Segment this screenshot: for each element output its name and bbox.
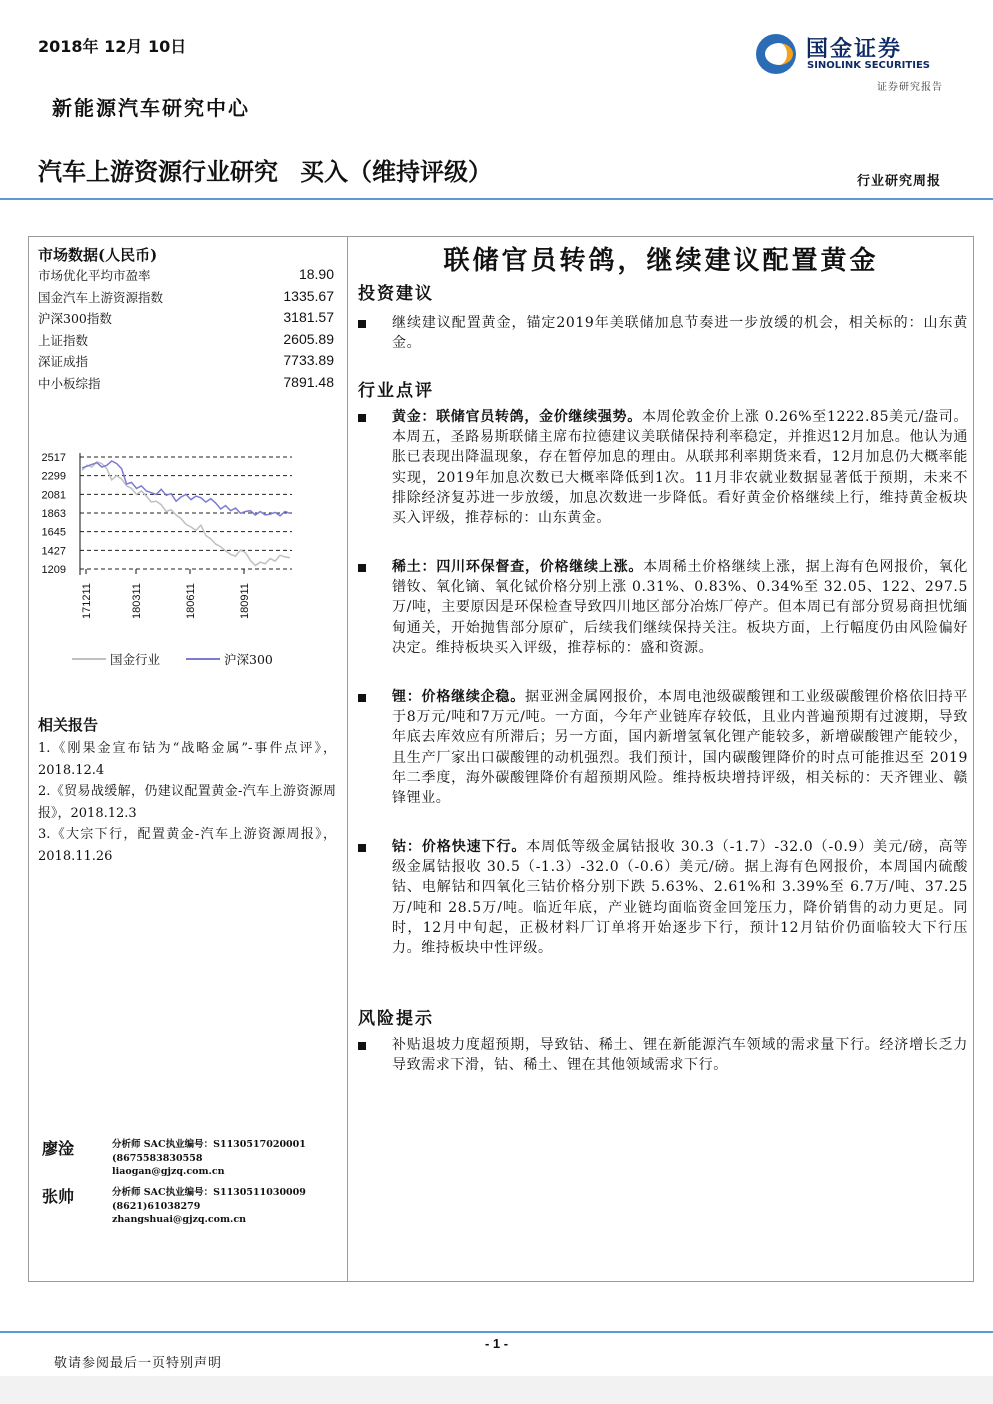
section-title-risk: 风险提示 xyxy=(358,1009,434,1029)
bullet-item xyxy=(356,313,968,353)
bullet-text xyxy=(392,837,968,958)
logo-en-text: SINOLINK SECURITIES xyxy=(807,60,930,71)
bullet-text xyxy=(392,557,968,658)
logo-cn-text: 国金证券 xyxy=(806,37,903,62)
legend-swatch xyxy=(72,658,106,660)
report-type: 行业研究周报 xyxy=(856,174,941,189)
headline: 联储官员转鸽，继续建议配置黄金 xyxy=(443,246,879,276)
market-label: 中小板综指 xyxy=(38,375,101,391)
bullet-body: 本周伦敦金价上涨 0.26%至1222.85美元/盎司。本周五，圣路易斯联储主席布拉德建议美联储保持利率稳定，并推迟12月加息。他认为通胀已表现出降温现象，存在暂停加息的理由。从联邦利率期货来看，12月加息仍大概率能实现，2019年加息次数已大概率降低到1次。11月非农就业数据显著低于预期，未来不排除经济复苏进一步放缓，加息次数进一步降低。看好黄金价格继续上行，维持黄金板块买入评级，推荐标的：山东黄金。 xyxy=(392,409,968,527)
related-report-link[interactable]: 2.《贸易战缓解，仍建议配置黄金-汽车上游资源周报》，2018.12.3 xyxy=(38,784,336,821)
bullet-square-icon xyxy=(358,844,366,852)
logo-mark-icon xyxy=(756,34,796,74)
bullet-lead: 锂：价格继续企稳。 xyxy=(392,689,525,705)
bullet-body: 继续建议配置黄金，锚定2019年美联储加息节奏进一步放缓的机会，相关标的：山东黄金。 xyxy=(392,315,968,352)
chart-legend xyxy=(72,650,299,668)
bullet-lead: 钴：价格快速下行。 xyxy=(392,839,527,855)
bullet-body: 据亚洲金属网报价，本周电池级碳酸锂和工业级碳酸锂价格依旧持平于8万元/吨和7万元/吨。一方面，今年产业链库存较低，且业内普遍预期有过渡期，导致年底去库效应有所滞后；另一方面，国内新增氢氧化锂产能较多，新增碳酸锂产能较少，且生产厂家出口碳酸锂的动机强烈。我们预计，国内碳酸锂降价的时点可能推迟至 2019年二季度，海外碳酸锂降价有超预期风险。维持板块增持评级，相关标的：天齐锂业、赣锋锂业。 xyxy=(392,689,968,807)
bullet-item xyxy=(356,837,968,958)
x-tick-label: 180611 xyxy=(185,583,197,619)
bullet-item xyxy=(356,407,968,528)
y-tick-label: 2517 xyxy=(41,452,66,464)
legend-swatch xyxy=(186,658,220,660)
bullet-lead: 稀土：四川环保督查，价格继续上涨。 xyxy=(392,559,644,575)
legend-label: 国金行业 xyxy=(110,652,161,667)
bullet-lead: 黄金：联储官员转鸽，金价继续强势。 xyxy=(392,409,642,425)
market-data-title: 市场数据(人民币) xyxy=(38,246,158,264)
analyst-cert: 分析师 SAC执业编号：S1130517020001 xyxy=(112,1139,306,1150)
bullet-text xyxy=(392,313,968,353)
legend-item xyxy=(186,650,273,668)
market-row xyxy=(38,352,334,374)
legend-item xyxy=(72,650,160,668)
market-value: 7891.48 xyxy=(283,373,334,390)
y-tick-label: 1209 xyxy=(41,564,66,576)
section-title-investment: 投资建议 xyxy=(358,284,434,304)
market-value: 3181.57 xyxy=(283,309,334,325)
related-report-link[interactable]: 1.《刚果金宣布钴为“战略金属”-事件点评》，2018.12.4 xyxy=(38,741,336,778)
bullet-item xyxy=(356,1035,968,1075)
analyst-phone: (8621)61038279 xyxy=(112,1200,201,1212)
market-value: 18.90 xyxy=(298,266,334,282)
market-label: 市场优化平均市盈率 xyxy=(38,268,151,283)
company-logo xyxy=(756,32,946,78)
bullet-square-icon xyxy=(358,414,366,422)
x-tick-label: 180911 xyxy=(239,583,251,619)
report-date: 2018年 12月 10日 xyxy=(38,37,187,56)
bullet-square-icon xyxy=(358,564,366,572)
bullet-text xyxy=(392,687,968,808)
bullet-square-icon xyxy=(358,1042,366,1050)
market-row xyxy=(38,266,334,288)
header-rule xyxy=(0,198,993,200)
analyst-info xyxy=(112,1186,306,1227)
analyst-email[interactable]: liaogan@gjzq.com.cn xyxy=(112,1166,225,1177)
bullet-text xyxy=(392,407,968,528)
analyst-cert: 分析师 SAC执业编号：S1130511030009 xyxy=(112,1187,306,1198)
column-divider xyxy=(347,236,348,1282)
logo-subtitle: 证券研究报告 xyxy=(877,82,943,93)
market-row xyxy=(38,374,334,396)
market-label: 深证成指 xyxy=(38,354,89,369)
analyst-name: 廖淦 xyxy=(42,1139,75,1158)
report-title xyxy=(38,152,492,187)
bullet-item xyxy=(356,687,968,808)
bullet-body: 补贴退坡力度超预期，导致钴、稀土、锂在新能源汽车领域的需求量下行。经济增长乏力导致需求下滑，钴、稀土、锂在其他领域需求下行。 xyxy=(392,1037,968,1074)
market-label: 沪深300指数 xyxy=(38,311,112,326)
analyst-phone: (8675583830558 xyxy=(112,1152,203,1164)
y-tick-label: 1645 xyxy=(41,526,66,539)
market-data-table xyxy=(38,266,334,395)
index-chart xyxy=(38,444,338,674)
related-report-link[interactable]: 3.《大宗下行，配置黄金-汽车上游资源周报》，2018.11.26 xyxy=(38,827,336,864)
market-value: 7733.89 xyxy=(283,352,334,368)
market-value: 1335.67 xyxy=(283,287,334,304)
bullet-square-icon xyxy=(358,320,366,328)
bottom-band xyxy=(0,1376,993,1404)
rating-label: 买入（维持评级） xyxy=(300,158,492,186)
market-value: 2605.89 xyxy=(283,330,334,347)
legend-label: 沪深300 xyxy=(224,652,273,667)
market-row xyxy=(38,331,334,353)
research-center: 新能源汽车研究中心 xyxy=(52,96,250,120)
x-tick-label: 180311 xyxy=(131,583,143,619)
page-number: - 1 - xyxy=(484,1336,509,1351)
bullet-text xyxy=(392,1035,968,1075)
analyst-name: 张帅 xyxy=(42,1187,75,1206)
analyst-info xyxy=(112,1138,306,1179)
y-tick-label: 2081 xyxy=(41,489,66,502)
bullet-body: 本周稀土价格继续上涨，据上海有色网报价，氧化镨钕、氧化镝、氧化铽价格分别上涨 0.31%、0.83%、0.34%至 32.05、122、297.5万/吨，主要原因是环保检查导致四川地区部分冶炼厂停产。但本周已有部分贸易商担忧缅甸通关，开始抛售部分原矿，后续我们继续保持关注。板块方面，上行幅度仍由风险偏好决定。维持板块买入评级，推荐标的：盛和资源。 xyxy=(392,559,968,656)
related-reports-list xyxy=(38,738,336,867)
bullet-body: 本周低等级金属钴报收 30.3（-1.7）-32.0（-0.9）美元/磅，高等级金属钴报收 30.5（-1.3）-32.0（-0.6）美元/磅。据上海有色网报价，本周国内硫酸钴、电解钴和四氧化三钴价格分别下跌 5.63%、2.61%和 3.39%至 6.7万/吨、37.25万/吨和 28.5万/吨。临近年底，产业链均面临资金回笼压力，降价销售的动力更足。同时，12月中旬起，正极材料厂订单将开始逐步下行，预计12月钴价仍面临较大下行压力。维持板块中性评级。 xyxy=(392,839,968,957)
report-title-text: 汽车上游资源行业研究 xyxy=(38,158,278,186)
y-tick-label: 2299 xyxy=(41,470,66,483)
market-row xyxy=(38,309,334,331)
y-tick-label: 1427 xyxy=(41,545,66,558)
bullet-item xyxy=(356,557,968,658)
market-label: 国金汽车上游资源指数 xyxy=(38,289,164,305)
y-tick-label: 1863 xyxy=(41,508,66,520)
bullet-square-icon xyxy=(358,694,366,702)
footer-rule xyxy=(0,1331,993,1333)
series-line-1 xyxy=(82,461,290,516)
index-chart-svg xyxy=(38,444,338,644)
related-reports-title: 相关报告 xyxy=(38,716,99,734)
disclaimer-text: 敬请参阅最后一页特别声明 xyxy=(54,1356,223,1371)
market-label: 上证指数 xyxy=(38,332,89,348)
section-title-review: 行业点评 xyxy=(358,381,434,401)
market-row xyxy=(38,288,334,310)
analyst-email[interactable]: zhangshuai@gjzq.com.cn xyxy=(112,1214,247,1225)
x-tick-label: 171211 xyxy=(81,583,93,619)
